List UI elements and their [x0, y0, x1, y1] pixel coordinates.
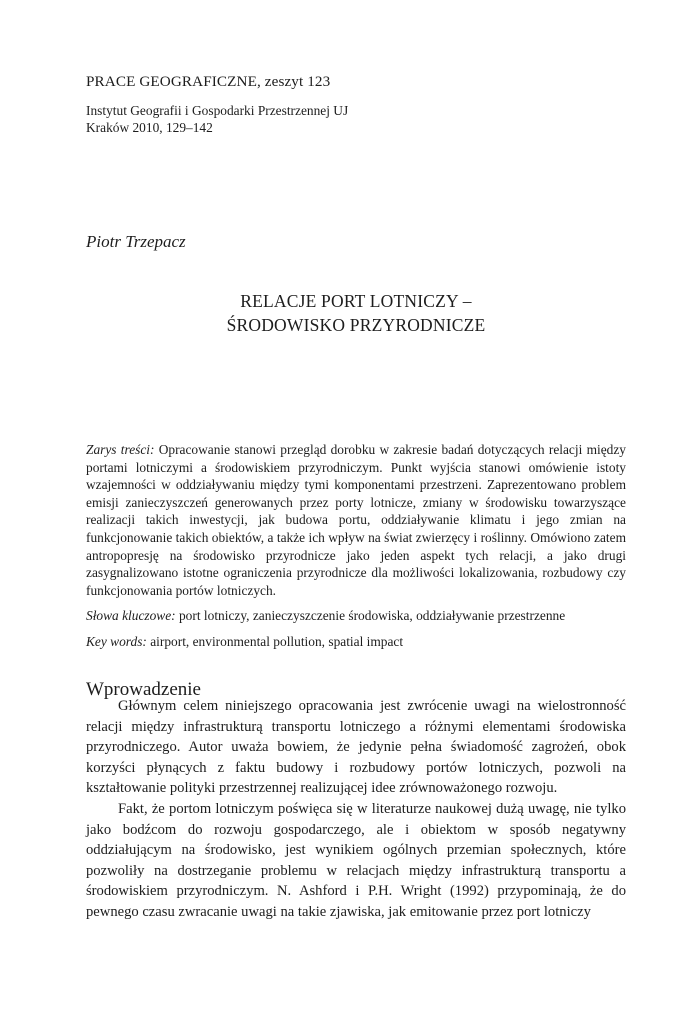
paragraph: Fakt, że portom lotniczym poświęca się w literaturze naukowej dużą uwagę, nie tylko jako bodźcom do rozwoju gospodarczego, ale i obiektom w sposób negatywny oddziałującym na środowisko, jest wynikiem ogólnych przemian społecznych, które pozwoliły na dostrzeganie problemu w relacjach między infrastrukturą transportu a środowiskiem przyrodniczym. N. Ashford i P.H. Wright (1992) przypominają, że do pewnego czasu zwracanie uwagi na takie zjawiska, jak emitowanie przez port lotniczy	[86, 800, 626, 920]
section-heading: Wprowadzenie	[86, 678, 201, 700]
place-year-pages: Kraków 2010, 129–142	[86, 120, 213, 135]
abstract-text: Opracowanie stanowi przegląd dorobku w zakresie badań dotyczących relacji między portami lotniczymi a środowiskiem przyrodniczym. Punkt wyjścia stanowi omówienie istoty wzajemności w oddziaływaniu między tymi komponentami przestrzeni. Zaprezentowano problem emisji zanieczyszczeń generowanych przez porty lotnicze, zmiany w środowisku towarzyszące realizacji takich inwestycji, jak budowa portu, oddziaływanie klimatu i jego zmian na funkcjonowanie takich obiektów, a także ich wpływ na świat zwierzęcy i roślinny. Omówiono zatem antropopresję na środowisko przyrodnicze jako jeden aspekt tych relacji, a jako drugi zasygnalizowano istotne ograniczenia przyrodnicze dla możliwości lokalizowania, rozbudowy czy funkcjonowania portów lotniczych.	[86, 442, 626, 598]
keywords-pl	[86, 607, 626, 625]
paper-title	[86, 289, 626, 337]
keywords-pl-text: port lotniczy, zanieczyszczenie środowiska, oddziaływanie przestrzenne	[175, 608, 566, 624]
title-line-1: RELACJE PORT LOTNICZY –	[240, 291, 472, 311]
institute-name: Instytut Geografii i Gospodarki Przestrzennej UJ	[86, 103, 349, 118]
author-name: Piotr Trzepacz	[86, 232, 186, 251]
keywords-en-label: Key words:	[86, 633, 147, 649]
abstract-label: Zarys treści:	[86, 442, 155, 457]
title-line-2: ŚRODOWISKO PRZYRODNICZE	[226, 315, 486, 335]
journal-series: PRACE GEOGRAFICZNE, zeszyt 123	[86, 73, 331, 90]
keywords-en-text: airport, environmental pollution, spatial impact	[146, 633, 404, 649]
body-text	[86, 696, 626, 923]
abstract	[86, 441, 626, 599]
keywords-pl-label: Słowa kluczowe:	[86, 608, 176, 624]
journal-header	[86, 72, 626, 136]
abstract-block	[86, 441, 626, 651]
paragraph: Głównym celem niniejszego opracowania jest zwrócenie uwagi na wielostronność relacji między infrastrukturą transportu lotniczego a różnymi elementami środowiska przyrodniczego. Autor uważa bowiem, że jedynie pełna świadomość zagrożeń, obok korzyści płynących z faktu budowy i rozbudowy portów lotniczych, pozwoli na kształtowanie polityki przestrzennej realizującej idee zrównoważonego rozwoju.	[86, 698, 626, 797]
keywords-en	[86, 633, 626, 651]
